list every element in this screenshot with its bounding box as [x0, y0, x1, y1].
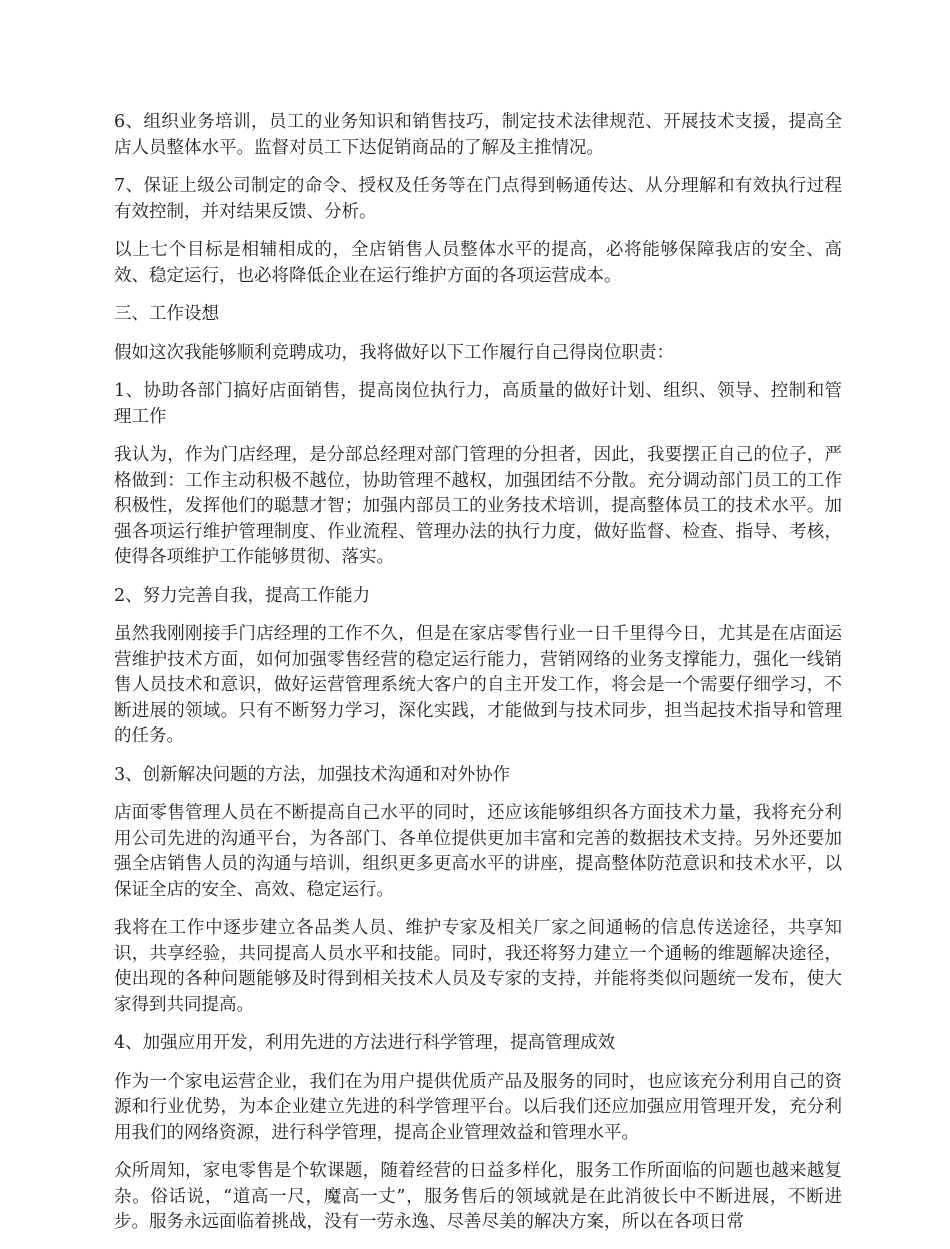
- item-heading-4: 4、加强应用开发，利用先进的方法进行科学管理，提高管理成效: [114, 1033, 616, 1053]
- paragraph-item-4-body-b: 众所周知，家电零售是个软课题，随着经营的日益多样化，服务工作所面临的问题也越来越复杂。俗话说，“道高一尺，魔高一丈”，服务售后的领域就是在此消彼长中不断进展，不断进步。服务永远面临着挑战，没有一劳永逸、尽善尽美的解决方案，所以在各项日常: [114, 1161, 842, 1232]
- paragraph-goal-6: 6、组织业务培训，员工的业务知识和销售技巧，制定技术法律规范、开展技术支援，提高全店人员整体水平。监督对员工下达促销商品的了解及主推情况。: [114, 112, 842, 158]
- paragraph-item-1-body: 我认为，作为门店经理，是分部总经理对部门管理的分担者，因此，我要摆正自己的位子，严格做到：工作主动积极不越位，协助管理不越权，加强团结不分散。充分调动部门员工的工作积极性，发挥他们的聪慧才智；加强内部员工的业务技术培训，提高整体员工的技术水平。加强各项运行维护管理制度、作业流程、管理办法的执行力度，做好监督、检查、指导、考核，使得各项维护工作能够贯彻、落实。: [114, 445, 842, 567]
- paragraph-item-3-body-b: 我将在工作中逐步建立各品类人员、维护专家及相关厂家之间通畅的信息传送途径，共享知识，共享经验，共同提高人员水平和技能。同时，我还将努力建立一个通畅的维题解决途径，使出现的各种问题能够及时得到相关技术人员及专家的支持，并能将类似问题统一发布，使大家得到共同提高。: [114, 918, 842, 1015]
- document-page: [114, 110, 842, 1249]
- item-heading-1: 1、协助各部门搞好店面销售，提高岗位执行力，高质量的做好计划、组织、领导、控制和管理工作: [114, 381, 842, 427]
- paragraph-item-2-body: 虽然我刚刚接手门店经理的工作不久，但是在家店零售行业一日千里得今日，尤其是在店面运营维护技术方面，如何加强零售经营的稳定运行能力，营销网络的业务支撑能力，强化一线销售人员技术和意识，做好运营管理系统大客户的自主开发工作，将会是一个需要仔细学习，不断进展的领域。只有不断努力学习，深化实践，才能做到与技术同步，担当起技术指导和管理的任务。: [114, 624, 842, 746]
- paragraph-item-4-body-a: 作为一个家电运营企业，我们在为用户提供优质产品及服务的同时，也应该充分利用自己的资源和行业优势，为本企业建立先进的科学管理平台。以后我们还应加强应用管理开发，充分利用我们的网络资源，进行科学管理，提高企业管理效益和管理水平。: [114, 1071, 842, 1143]
- item-heading-3: 3、创新解决问题的方法，加强技术沟通和对外协作: [114, 764, 511, 785]
- section-heading-work-plan: 三、工作设想: [114, 304, 219, 324]
- paragraph-item-3-body-a: 店面零售管理人员在不断提高自己水平的同时，还应该能够组织各方面技术力量，我将充分利用公司先进的沟通平台，为各部门、各单位提供更加丰富和完善的数据技术支持。另外还要加强全店销售人员的沟通与培训，组织更多更高水平的讲座，提高整体防范意识和技术水平，以保证全店的安全、高效、稳定运行。: [114, 803, 842, 900]
- paragraph-goal-7: 7、保证上级公司制定的命令、授权及任务等在门点得到畅通传达、从分理解和有效执行过程有效控制，并对结果反馈、分析。: [114, 176, 842, 222]
- item-heading-2: 2、努力完善自我，提高工作能力: [114, 585, 371, 606]
- paragraph-goals-summary: 以上七个目标是相辅相成的，全店销售人员整体水平的提高，必将能够保障我店的安全、高效、稳定运行，也必将降低企业在运行维护方面的各项运营成本。: [114, 240, 842, 286]
- paragraph-intro: 假如这次我能够顺利竞聘成功，我将做好以下工作履行自己得岗位职责：: [114, 342, 674, 363]
